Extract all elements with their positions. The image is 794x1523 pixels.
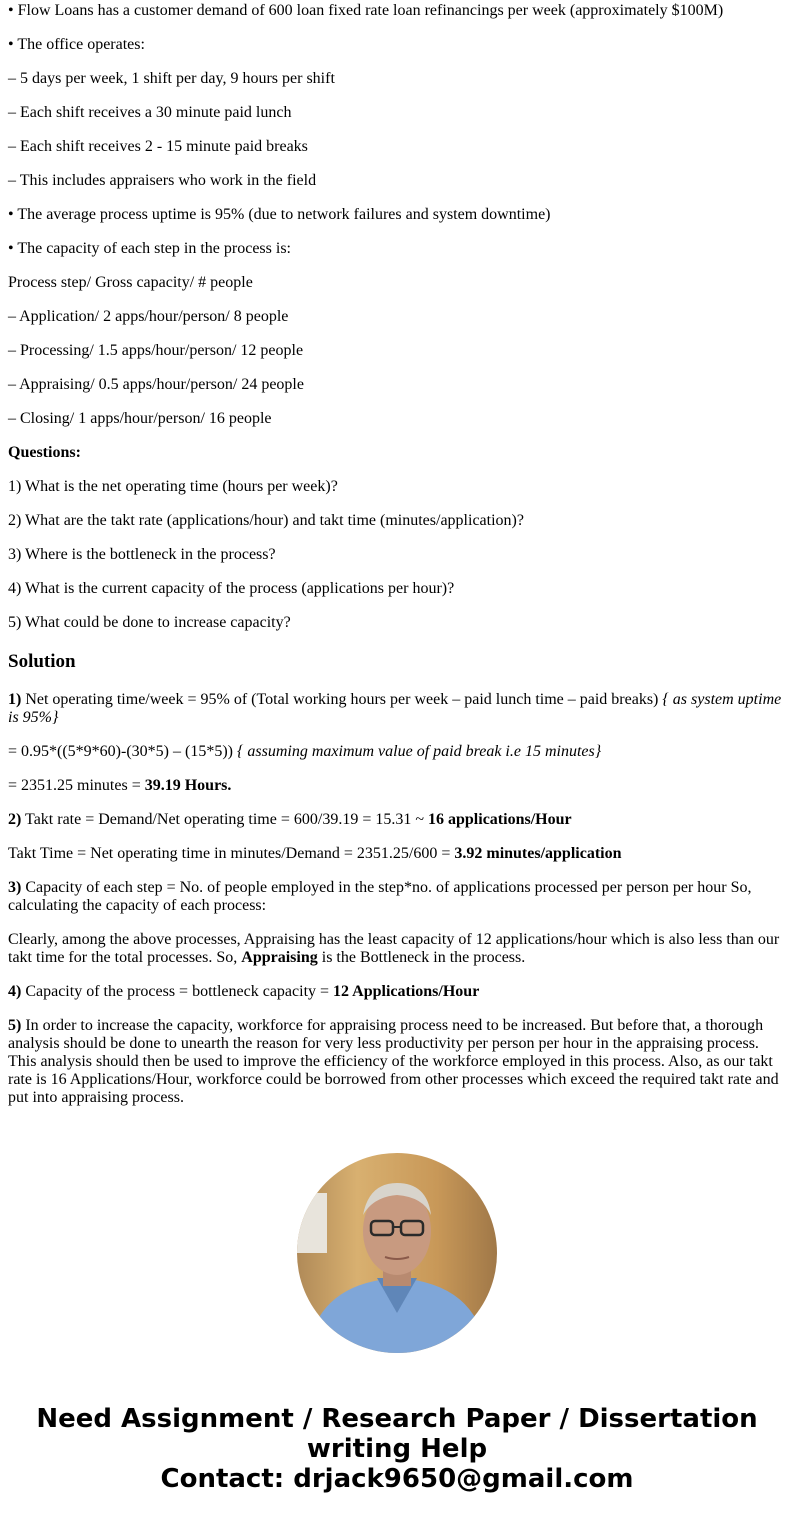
answer-5 bbox=[8, 1017, 784, 1107]
question-3: 3) Where is the bottleneck in the process? bbox=[8, 546, 276, 563]
intro-line-closing: – Closing/ 1 apps/hour/person/ 16 people bbox=[8, 410, 272, 427]
author-photo bbox=[297, 1153, 497, 1353]
intro-line-processing: – Processing/ 1.5 apps/hour/person/ 12 people bbox=[8, 342, 304, 359]
answer-3-conclusion-tail: is the Bottleneck in the process. bbox=[317, 949, 526, 966]
questions-heading: Questions: bbox=[8, 444, 81, 461]
portrait-image bbox=[297, 1153, 497, 1353]
answer-3-conclusion bbox=[8, 931, 784, 967]
answer-2-takt-time-text: Takt Time = Net operating time in minutes/Demand = 2351.25/600 = bbox=[8, 845, 455, 862]
answer-5-text: In order to increase the capacity, workforce for appraising process need to be increased. But before that, a thorough analysis should be done to unearth the reason for very less productivity per person per hour in the appraising process. This analysis should then be used to improve the efficiency of the workforce employed in this process. Also, as our takt rate is 16 Applications/Hour, workforce could be borrowed from other processes which exceed the required takt rate and put into appraising process. bbox=[8, 1017, 779, 1106]
intro-line-appraisers: – This includes appraisers who work in the field bbox=[8, 172, 317, 189]
answer-3-bottleneck: Appraising bbox=[241, 949, 318, 966]
answer-2 bbox=[8, 811, 784, 829]
question-5: 5) What could be done to increase capacity? bbox=[8, 614, 291, 631]
answer-2-number: 2) bbox=[8, 811, 22, 828]
question-4: 4) What is the current capacity of the process (applications per hour)? bbox=[8, 580, 455, 597]
intro-line-capacity: • The capacity of each step in the process is: bbox=[8, 240, 291, 257]
answer-1-formula-text: = 0.95*((5*9*60)-(30*5) – (15*5)) bbox=[8, 743, 237, 760]
answer-2-takt-time bbox=[8, 845, 784, 863]
intro-line-header: Process step/ Gross capacity/ # people bbox=[8, 274, 253, 291]
solution-heading: Solution bbox=[8, 651, 76, 672]
intro-line-lunch: – Each shift receives a 30 minute paid lunch bbox=[8, 104, 292, 121]
answer-4-text: Capacity of the process = bottleneck capacity = bbox=[21, 983, 334, 1000]
question-2: 2) What are the takt rate (applications/hour) and takt time (minutes/application)? bbox=[8, 512, 524, 529]
intro-line-demand: • Flow Loans has a customer demand of 600 loan fixed rate loan refinancings per week (approximately $100M) bbox=[8, 2, 724, 19]
answer-1-formula-note: { assuming maximum value of paid break i.e 15 minutes} bbox=[236, 743, 602, 760]
answer-1-note: { as system uptime is 95%} bbox=[8, 691, 782, 726]
answer-5-number: 5) bbox=[8, 1017, 22, 1034]
answer-1-number: 1) bbox=[8, 691, 22, 708]
intro-line-days: – 5 days per week, 1 shift per day, 9 hours per shift bbox=[8, 70, 335, 87]
answer-2-value: 16 applications/Hour bbox=[428, 811, 572, 828]
answer-4-value: 12 Applications/Hour bbox=[333, 983, 480, 1000]
intro-line-office: • The office operates: bbox=[8, 36, 145, 53]
footer-banner bbox=[0, 1404, 794, 1494]
answer-4-number: 4) bbox=[8, 983, 22, 1000]
answer-1-result-value: 39.19 Hours. bbox=[144, 777, 232, 794]
footer-line-2: writing Help bbox=[306, 1434, 488, 1464]
answer-3-number: 3) bbox=[8, 879, 22, 896]
answer-1 bbox=[8, 691, 784, 727]
intro-line-application: – Application/ 2 apps/hour/person/ 8 people bbox=[8, 308, 289, 325]
photo-wall-switch bbox=[297, 1193, 327, 1253]
footer-line-1: Need Assignment / Research Paper / Dissertation bbox=[36, 1404, 758, 1434]
answer-3-conclusion-text: Clearly, among the above processes, Appraising has the least capacity of 12 applications/hour which is also less than our takt time for the total processes. So, bbox=[8, 931, 780, 966]
footer-contact: Contact: drjack9650@gmail.com bbox=[160, 1464, 634, 1494]
answer-1-result bbox=[8, 777, 784, 795]
answer-1-text: Net operating time/week = 95% of (Total working hours per week – paid lunch time – paid breaks) bbox=[21, 691, 663, 708]
intro-line-uptime: • The average process uptime is 95% (due to network failures and system downtime) bbox=[8, 206, 551, 223]
answer-2-text: Takt rate = Demand/Net operating time = 600/39.19 = 15.31 ~ bbox=[21, 811, 428, 828]
answer-3 bbox=[8, 879, 784, 915]
answer-1-formula bbox=[8, 743, 784, 761]
answer-1-result-text: = 2351.25 minutes = bbox=[8, 777, 145, 794]
answer-4 bbox=[8, 983, 784, 1001]
answer-3-text: Capacity of each step = No. of people employed in the step*no. of applications processed per person per hour So, calculating the capacity of each process: bbox=[8, 879, 752, 914]
intro-line-appraising: – Appraising/ 0.5 apps/hour/person/ 24 people bbox=[8, 376, 304, 393]
intro-line-breaks: – Each shift receives 2 - 15 minute paid breaks bbox=[8, 138, 308, 155]
question-1: 1) What is the net operating time (hours per week)? bbox=[8, 478, 338, 495]
answer-2-takt-time-value: 3.92 minutes/application bbox=[454, 845, 622, 862]
